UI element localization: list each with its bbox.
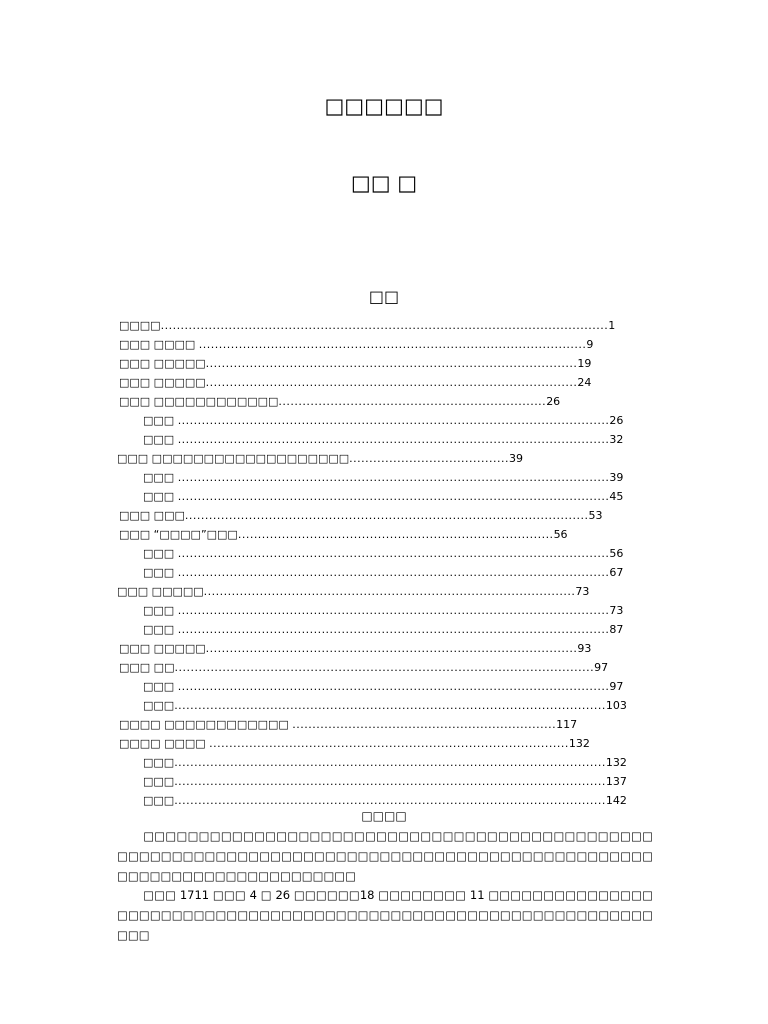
toc-entry[interactable] (119, 715, 583, 734)
toc-leader-dots: .......................................................................................... (209, 737, 569, 750)
section-heading: □□□□ (361, 809, 407, 823)
toc-leader-dots: ................................................................................................. (198, 338, 587, 351)
body-paragraph (117, 885, 653, 945)
toc-entry-page-number: 103 (605, 699, 627, 712)
toc-entry[interactable] (143, 411, 628, 430)
toc-entry[interactable] (143, 772, 632, 791)
toc-leader-dots: ............................................................................................................ (174, 699, 606, 712)
toc-entry-page-number: 26 (609, 414, 624, 427)
toc-entry[interactable] (119, 734, 593, 753)
document-title: □□□□□□ (324, 94, 444, 118)
toc-entry-page-number: 87 (609, 623, 624, 636)
toc-entry[interactable] (119, 373, 596, 392)
toc-entry[interactable] (143, 791, 632, 810)
toc-leader-dots: ............................................................................................. (205, 376, 578, 389)
toc-leader-dots: ............................................................................................................ (177, 490, 610, 503)
toc-entry-label: □□□ (143, 756, 175, 769)
toc-leader-dots: ............................................................................................................ (174, 794, 606, 807)
toc-entry-page-number: 39 (509, 452, 524, 465)
toc-leader-dots: ................................................................................................................ (160, 319, 609, 332)
toc-leader-dots: ............................................................................................................ (177, 471, 610, 484)
toc-entry-label: □□□ □□□□□□□□□□□□ (119, 395, 279, 408)
toc-entry-label: □□□ □□□□ (119, 338, 199, 351)
toc-entry[interactable] (143, 620, 628, 639)
toc-entry-page-number: 56 (553, 528, 568, 541)
toc-leader-dots: ............................................................................................................ (174, 775, 606, 788)
toc-leader-dots: ............................................................................................................ (174, 756, 606, 769)
toc-entry-page-number: 73 (609, 604, 624, 617)
toc-entry-page-number: 117 (556, 718, 578, 731)
toc-entry-label: □□□ (143, 775, 175, 788)
toc-entry-label: □□□ (143, 433, 178, 446)
toc-entry-label: □□□ □□□ (119, 509, 185, 522)
toc-entry-page-number: 97 (594, 661, 609, 674)
toc-entry[interactable] (143, 677, 628, 696)
toc-entry-page-number: 142 (605, 794, 627, 807)
toc-entry-label: □□□□ □□□□□□□□□□□□ (119, 718, 293, 731)
toc-leader-dots: ............................................................................................................ (177, 566, 610, 579)
toc-entry[interactable] (143, 430, 628, 449)
toc-entry-page-number: 56 (609, 547, 624, 560)
toc-entry-page-number: 132 (568, 737, 590, 750)
toc-entry[interactable] (143, 544, 628, 563)
toc-entry[interactable] (143, 468, 628, 487)
toc-entry[interactable] (119, 316, 620, 335)
toc-entry[interactable] (143, 601, 628, 620)
toc-leader-dots: ............................................................................................. (203, 585, 576, 598)
toc-entry-label: □□□ (143, 414, 178, 427)
toc-entry-label: □□□ (143, 471, 178, 484)
toc-entry-page-number: 39 (609, 471, 624, 484)
toc-entry-label: □□□ (143, 699, 175, 712)
toc-entry[interactable] (143, 487, 628, 506)
toc-entry[interactable] (119, 335, 598, 354)
toc-leader-dots: ............................................................................................................ (177, 623, 610, 636)
toc-entry-label: □□□ (143, 490, 178, 503)
toc-leader-dots: ..................................................................................................... (184, 509, 589, 522)
toc-entry-label: □□□ “□□□□”□□□ (119, 528, 238, 541)
paragraph-text: □□□ 1711 □□□ 4 □ 26 □□□□□□18 □□□□□□□□ 11 □□□□□□□□□□□□□□□□□□□□□□□□□□□□□□□□□□□□□□□□□□□□□□□□□□□□□□□□□□□□□□□□□□□ (117, 888, 653, 942)
toc-entry-page-number: 67 (609, 566, 624, 579)
toc-entry-label: □□□ □□□□□ (117, 585, 204, 598)
toc-entry[interactable] (117, 582, 592, 601)
toc-leader-dots: ............................................................................................................ (177, 604, 610, 617)
toc-entry[interactable] (143, 753, 632, 772)
toc-entry-label: □□□ (143, 623, 178, 636)
toc-entry[interactable] (119, 525, 571, 544)
toc-leader-dots: ............................................................................................. (205, 357, 578, 370)
toc-entry[interactable] (119, 392, 564, 411)
toc-leader-dots: ............................................................................................................ (177, 547, 610, 560)
toc-entry-label: □□□ (143, 604, 178, 617)
toc-entry-page-number: 26 (546, 395, 561, 408)
toc-entry-label: □□□ (143, 794, 175, 807)
toc-entry[interactable] (143, 563, 628, 582)
toc-entry-page-number: 97 (609, 680, 624, 693)
toc-entry-page-number: 9 (586, 338, 594, 351)
toc-entry[interactable] (119, 639, 596, 658)
toc-entry-label: □□□ □□□□□□□□□□□□□□□□□□□ (117, 452, 350, 465)
toc-entry-label: □□□ □□ (119, 661, 175, 674)
toc-entry-page-number: 53 (588, 509, 603, 522)
toc-entry-label: □□□ (143, 680, 178, 693)
toc-entry-label: □□□ (143, 547, 178, 560)
toc-entry[interactable] (119, 354, 596, 373)
toc-entry-page-number: 1 (608, 319, 616, 332)
toc-entry-page-number: 24 (577, 376, 592, 389)
paragraph-text: □□□□□□□□□□□□□□□□□□□□□□□□□□□□□□□□□□□□□□□□□□□□□□□□□□□□□□□□□□□□□□□□□□□□□□□□□□□□□□□□□□□□□□□□□□□□□□□□□□□□□□□□□□□□□□□□□□□□□ (117, 829, 653, 883)
toc-entry-label: □□□ □□□□□ (119, 376, 206, 389)
body-paragraph (117, 826, 653, 886)
toc-entry-page-number: 93 (577, 642, 592, 655)
toc-heading: □□ (368, 287, 400, 306)
toc-entry-label: □□□□ (119, 319, 161, 332)
toc-entry-page-number: 73 (575, 585, 590, 598)
toc-entry-label: □□□ □□□□□ (119, 642, 206, 655)
toc-entry-page-number: 132 (605, 756, 627, 769)
toc-leader-dots: ............................................................................... (237, 528, 554, 541)
toc-leader-dots: ............................................................................................................ (177, 433, 610, 446)
toc-leader-dots: ......................................................................................................... (174, 661, 595, 674)
toc-leader-dots: ............................................................................................. (205, 642, 578, 655)
toc-entry-page-number: 19 (577, 357, 592, 370)
toc-entry-page-number: 137 (605, 775, 627, 788)
toc-entry-label: □□□□ □□□□ (119, 737, 210, 750)
toc-entry-label: □□□ □□□□□ (119, 357, 206, 370)
toc-entry[interactable] (117, 449, 526, 468)
toc-entry-page-number: 32 (609, 433, 624, 446)
toc-entry-label: □□□ (143, 566, 178, 579)
toc-leader-dots: ............................................................................................................ (177, 680, 610, 693)
toc-leader-dots: ................................................................... (278, 395, 547, 408)
toc-leader-dots: ........................................ (349, 452, 510, 465)
toc-leader-dots: ............................................................................................................ (177, 414, 610, 427)
toc-entry-page-number: 45 (609, 490, 624, 503)
toc-leader-dots: .................................................................. (292, 718, 557, 731)
document-author: □□ □ (350, 171, 418, 195)
toc-entry[interactable] (119, 658, 611, 677)
toc-entry[interactable] (143, 696, 632, 715)
toc-entry[interactable] (119, 506, 606, 525)
